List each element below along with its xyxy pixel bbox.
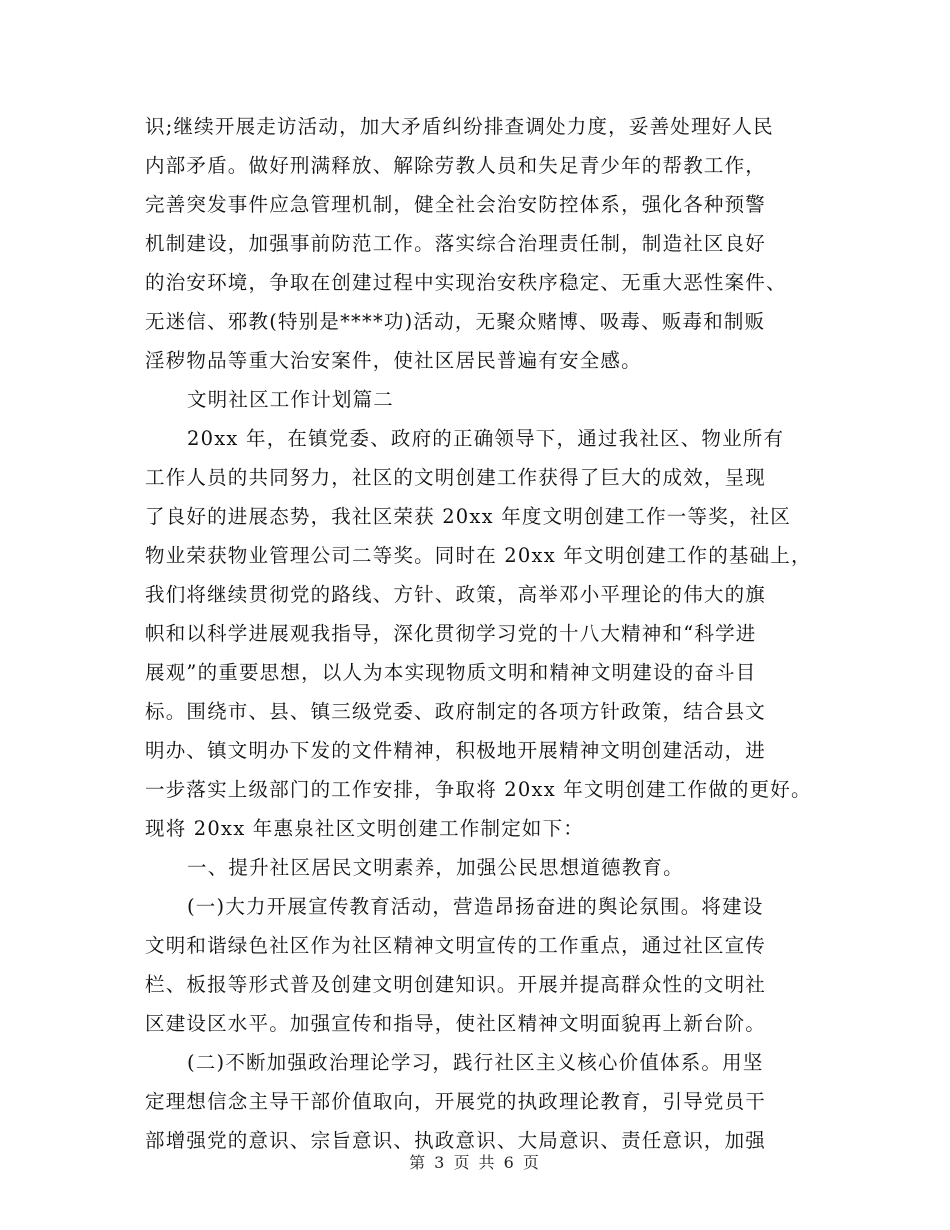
text-line: 定理想信念主导干部价值取向，开展党的执政理论教育，引导党员干 (145, 1090, 767, 1113)
text-line: 栏、板报等形式普及创建文明创建知识。开展并提高群众性的文明社 (145, 973, 767, 996)
text-line: 帜和以科学进展观我指导，深化贯彻学习党的十八大精神和“科学进 (145, 622, 757, 645)
text-line: 机制建设，加强事前防范工作。落实综合治理责任制，制造社区良好 (145, 232, 767, 255)
text-line: 标。围绕市、县、镇三级党委、政府制定的各项方针政策，结合县文 (145, 700, 767, 723)
text-line: 工作人员的共同努力，社区的文明创建工作获得了巨大的成效，呈现 (145, 466, 767, 489)
text-line: 识;继续开展走访活动，加大矛盾纠纷排查调处力度，妥善处理好人民 (145, 115, 774, 138)
text-line: 淫秽物品等重大治安案件，使社区居民普遍有安全感。 (145, 349, 642, 372)
text-line: 了良好的进展态势，我社区荣获 20xx 年度文明创建工作一等奖，社区 (145, 505, 792, 528)
text-line: 一、提升社区居民文明素养，加强公民思想道德教育。 (187, 856, 684, 879)
text-line: 我们将继续贯彻党的路线、方针、政策，高举邓小平理论的伟大的旗 (145, 583, 767, 606)
text-line: 文明和谐绿色社区作为社区精神文明宣传的工作重点，通过社区宣传 (145, 934, 767, 957)
section-heading: 文明社区工作计划篇二 (187, 388, 395, 411)
text-line: (二)不断加强政治理论学习，践行社区主义核心价值体系。用坚 (187, 1051, 764, 1074)
text-line: 完善突发事件应急管理机制，健全社会治安防控体系，强化各种预警 (145, 193, 767, 216)
text-line: 物业荣获物业管理公司二等奖。同时在 20xx 年文明创建工作的基础上， (145, 544, 812, 567)
text-line: 的治安环境，争取在创建过程中实现治安秩序稳定、无重大恶性案件、 (145, 271, 787, 294)
text-line: 现将 20xx 年惠泉社区文明创建工作制定如下： (145, 817, 585, 840)
text-line: (一)大力开展宣传教育活动，营造昂扬奋进的舆论氛围。将建设 (187, 895, 764, 918)
text-line: 区建设区水平。加强宣传和指导，使社区精神文明面貌再上新台阶。 (145, 1012, 767, 1035)
text-line: 明办、镇文明办下发的文件精神，积极地开展精神文明创建活动，进 (145, 739, 767, 762)
text-line: 部增强党的意识、宗旨意识、执政意识、大局意识、责任意识，加强 (145, 1129, 767, 1152)
page-number-footer: 第 3 页 共 6 页 (409, 1153, 541, 1172)
text-line: 一步落实上级部门的工作安排，争取将 20xx 年文明创建工作做的更好。 (145, 778, 812, 801)
text-line: 展观”的重要思想，以人为本实现物质文明和精神文明建设的奋斗目 (145, 661, 757, 684)
text-line: 内部矛盾。做好刑满释放、解除劳教人员和失足青少年的帮教工作， (145, 154, 767, 177)
text-line: 无迷信、邪教(特别是****功)活动，无聚众赌博、吸毒、贩毒和制贩 (145, 310, 766, 333)
text-line: 20xx 年，在镇党委、政府的正确领导下，通过我社区、物业所有 (187, 427, 785, 450)
